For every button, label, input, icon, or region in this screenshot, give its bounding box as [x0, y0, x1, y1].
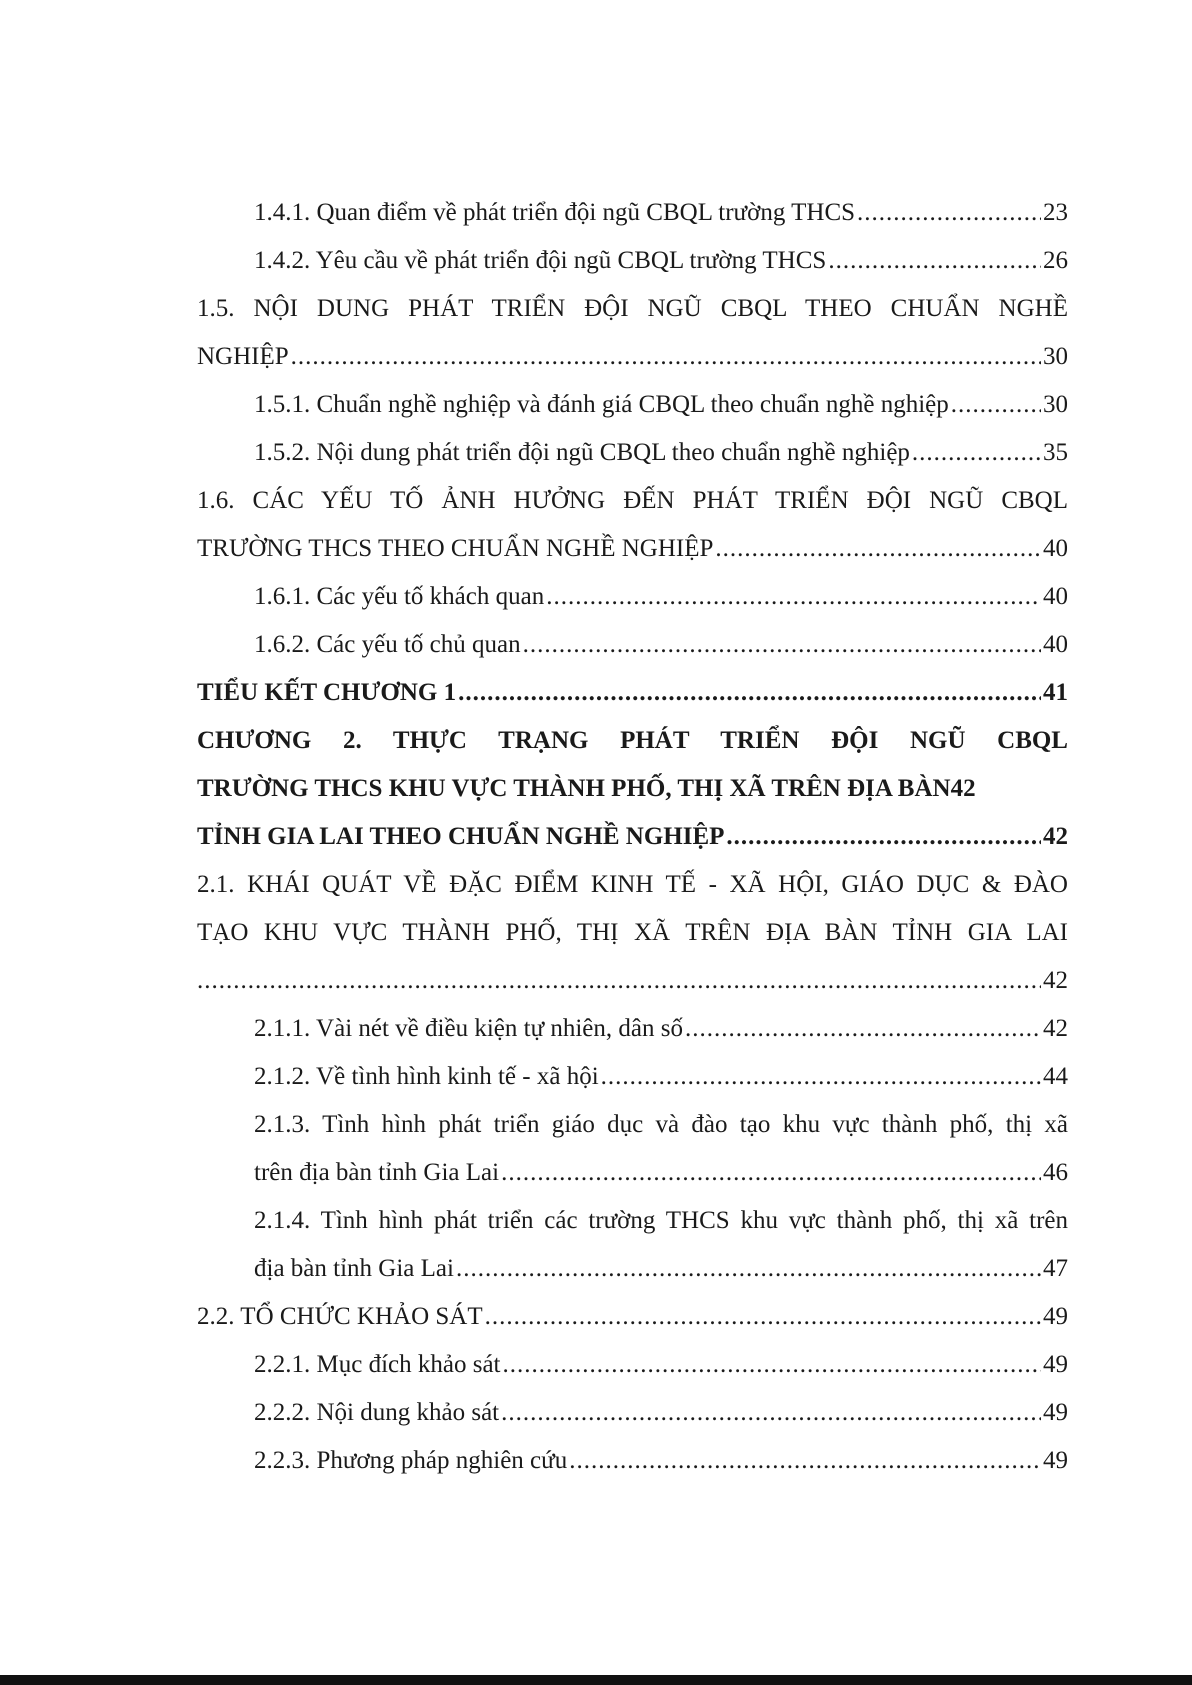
dot-leader [523, 621, 1041, 669]
toc-entry[interactable] [197, 429, 1068, 477]
toc-page-number: 42 [950, 775, 976, 802]
dot-leader [197, 957, 1041, 1005]
toc-entry[interactable] [197, 1197, 1068, 1293]
dot-leader [502, 1341, 1041, 1389]
dot-leader [291, 333, 1041, 381]
toc-page-number: 30 [1043, 343, 1068, 370]
toc-entry-title: 2.2.1. Mục đích khảo sát [254, 1351, 501, 1378]
toc-entry-title: 1.4.2. Yêu cầu về phát triển đội ngũ CBQL trường THCS [254, 247, 827, 274]
toc-entry[interactable] [197, 1389, 1068, 1437]
toc-entry-title-line1: 2.1.3. Tình hình phát triển giáo dục và đào tạo khu vực thành phố, thị xã [254, 1111, 1068, 1138]
dot-leader [857, 189, 1041, 237]
toc-page-number: 40 [1043, 535, 1068, 562]
toc-entry[interactable] [197, 477, 1068, 573]
toc-entry[interactable] [197, 1053, 1068, 1101]
toc-page-number: 30 [1043, 391, 1068, 418]
toc-page-number: 44 [1043, 1063, 1068, 1090]
toc-page-number: 35 [1043, 439, 1068, 466]
page-bottom-border [0, 1675, 1192, 1685]
dot-leader [501, 1149, 1041, 1197]
toc-entry[interactable] [197, 1341, 1068, 1389]
toc-entry-title-line1: 1.5. NỘI DUNG PHÁT TRIỂN ĐỘI NGŨ CBQL THEO CHUẨN NGHỀ [197, 295, 1068, 322]
toc-entry-title: 1.5.1. Chuẩn nghề nghiệp và đánh giá CBQL theo chuẩn nghề nghiệp [254, 391, 949, 418]
dot-leader [715, 525, 1041, 573]
toc-entry-title-line1: 1.6. CÁC YẾU TỐ ẢNH HƯỞNG ĐẾN PHÁT TRIỂN ĐỘI NGŨ CBQL [197, 487, 1068, 514]
toc-entry-title: 2.2. TỔ CHỨC KHẢO SÁT [197, 1303, 483, 1330]
dot-leader [912, 429, 1041, 477]
toc-page-number: 46 [1043, 1159, 1068, 1186]
toc-page-number: 49 [1043, 1351, 1068, 1378]
toc-entry-title: NGHIỆP [197, 343, 289, 370]
toc-entry-title-line1: 2.1. KHÁI QUÁT VỀ ĐẶC ĐIỂM KINH TẾ - XÃ HỘI, GIÁO DỤC & ĐÀO [197, 871, 1068, 898]
toc-entry-title: TỈNH GIA LAI THEO CHUẨN NGHỀ NGHIỆP [197, 823, 725, 850]
toc-entry[interactable] [197, 669, 1068, 717]
toc-entry-title: 2.1.2. Về tình hình kinh tế - xã hội [254, 1063, 599, 1090]
toc-page-number: 41 [1043, 679, 1068, 706]
toc-entry[interactable] [197, 237, 1068, 285]
dot-leader [828, 237, 1041, 285]
toc-entry-title-line1: 2.1.4. Tình hình phát triển các trường THCS khu vực thành phố, thị xã trên [254, 1207, 1068, 1234]
dot-leader [546, 573, 1041, 621]
toc-entry-title: TRƯỜNG THCS KHU VỰC THÀNH PHỐ, THỊ XÃ TRÊN ĐỊA BÀN [197, 775, 951, 802]
dot-leader [485, 1293, 1041, 1341]
toc-entry-title-line1: CHƯƠNG 2. THỰC TRẠNG PHÁT TRIỂN ĐỘI NGŨ CBQL [197, 727, 1068, 754]
toc-entry[interactable] [197, 813, 1068, 861]
dot-leader [601, 1053, 1041, 1101]
table-of-contents [197, 189, 1068, 1485]
toc-entry[interactable] [197, 1293, 1068, 1341]
dot-leader [726, 813, 1041, 861]
toc-entry-title: trên địa bàn tỉnh Gia Lai [254, 1159, 500, 1186]
dot-leader [569, 1437, 1041, 1485]
dot-leader [685, 1005, 1041, 1053]
toc-entry-title: 1.6.1. Các yếu tố khách quan [254, 583, 545, 610]
toc-entry-title: 2.2.3. Phương pháp nghiên cứu [254, 1447, 568, 1474]
toc-page-number: 42 [1043, 1015, 1068, 1042]
dot-leader [501, 1389, 1041, 1437]
toc-entry-title: 1.5.2. Nội dung phát triển đội ngũ CBQL theo chuẩn nghề nghiệp [254, 439, 910, 466]
toc-entry-title: 1.6.2. Các yếu tố chủ quan [254, 631, 521, 658]
toc-entry[interactable] [197, 621, 1068, 669]
toc-entry[interactable] [197, 573, 1068, 621]
toc-entry-title: địa bàn tỉnh Gia Lai [254, 1255, 454, 1282]
toc-entry-title-line2: TẠO KHU VỰC THÀNH PHỐ, THỊ XÃ TRÊN ĐỊA BÀN TỈNH GIA LAI [197, 919, 1068, 946]
toc-page-number: 40 [1043, 583, 1068, 610]
toc-page-number: 42 [1043, 823, 1068, 850]
toc-page-number: 49 [1043, 1447, 1068, 1474]
toc-entry[interactable] [197, 189, 1068, 237]
toc-entry[interactable] [197, 1437, 1068, 1485]
toc-entry-title: TRƯỜNG THCS THEO CHUẨN NGHỀ NGHIỆP [197, 535, 714, 562]
toc-entry-title: 2.1.1. Vài nét về điều kiện tự nhiên, dân số [254, 1015, 683, 1042]
dot-leader [456, 1245, 1041, 1293]
dot-leader [458, 669, 1041, 717]
toc-page-number: 23 [1043, 199, 1068, 226]
toc-page-number: 42 [1043, 967, 1068, 994]
toc-entry[interactable] [197, 861, 1068, 1005]
toc-entry[interactable] [197, 1101, 1068, 1197]
toc-entry-title: 1.4.1. Quan điểm về phát triển đội ngũ CBQL trường THCS [254, 199, 856, 226]
dot-leader [951, 381, 1041, 429]
toc-entry[interactable] [197, 381, 1068, 429]
toc-page-number: 49 [1043, 1399, 1068, 1426]
toc-entry[interactable] [197, 285, 1068, 381]
toc-entry-title: TIỂU KẾT CHƯƠNG 1 [197, 679, 457, 706]
toc-page-number: 40 [1043, 631, 1068, 658]
toc-entry[interactable] [197, 1005, 1068, 1053]
toc-page-number: 47 [1043, 1255, 1068, 1282]
toc-page-number: 49 [1043, 1303, 1068, 1330]
toc-entry[interactable] [197, 717, 1068, 813]
toc-entry-title: 2.2.2. Nội dung khảo sát [254, 1399, 500, 1426]
toc-page-number: 26 [1043, 247, 1068, 274]
